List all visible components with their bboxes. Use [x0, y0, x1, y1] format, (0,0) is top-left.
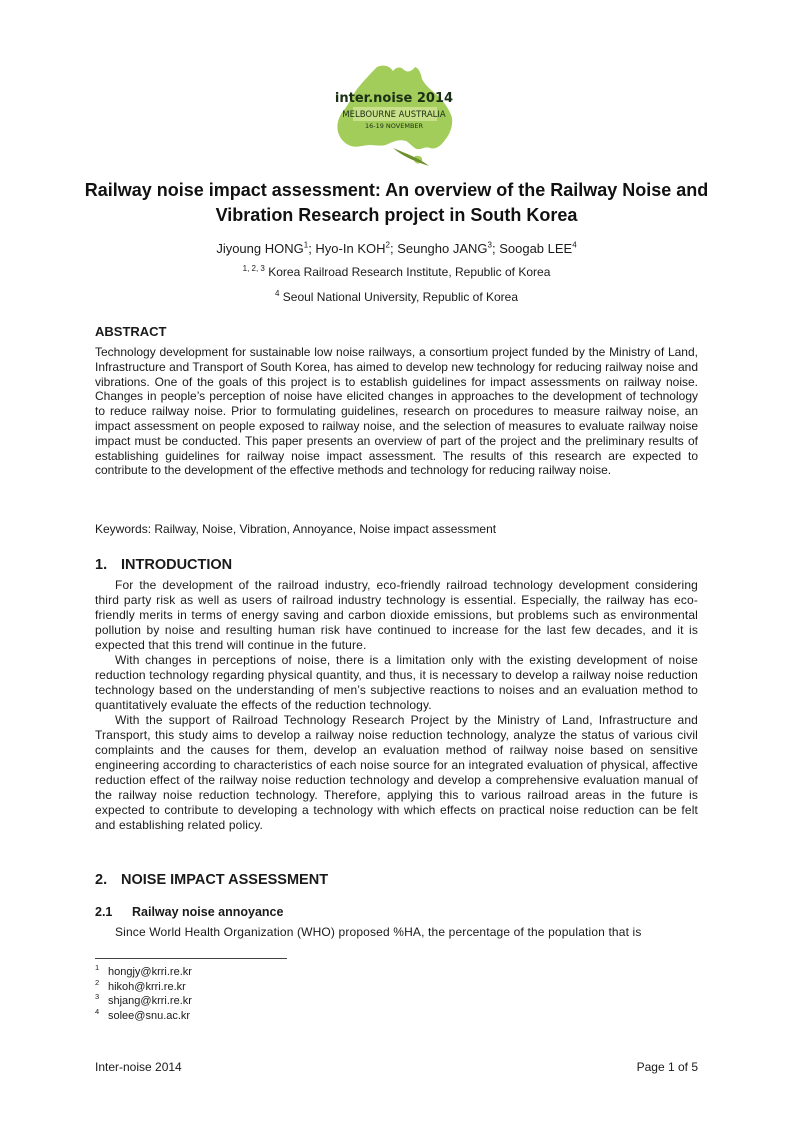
introduction-body: [95, 578, 698, 833]
author-name: Soogab LEE: [499, 241, 573, 256]
footnote-divider: [95, 958, 287, 959]
footer-conference-name: Inter-noise 2014: [95, 1060, 182, 1074]
logo-line-3: 16-19 NOVEMBER: [364, 122, 424, 130]
keywords: Keywords: Railway, Noise, Vibration, Annoyance, Noise impact assessment: [95, 522, 497, 536]
affiliation-sup: 1, 2, 3: [242, 264, 265, 273]
footnote-email: shjang@krri.re.kr: [108, 995, 192, 1007]
affiliation: [0, 290, 793, 304]
author-sup: 3: [487, 240, 492, 250]
footer-page-number: Page 1 of 5: [636, 1060, 698, 1074]
section-heading-noise-impact-assessment: [95, 871, 328, 889]
affiliation-text: Seoul National University, Republic of Korea: [282, 290, 519, 304]
footnotes: [95, 965, 192, 1023]
author-sup: 1: [303, 240, 309, 250]
australia-map-logo-icon: [333, 62, 458, 170]
section-heading-introduction: [95, 556, 232, 574]
subsection-heading-railway-noise-annoyance: [95, 905, 283, 920]
abstract-heading: ABSTRACT: [95, 324, 167, 339]
footnote-email: hongjy@krri.re.kr: [108, 966, 192, 978]
footnote-email: solee@snu.ac.kr: [108, 1009, 191, 1022]
author-sup: 4: [572, 240, 577, 250]
paragraph: With the support of Railroad Technology Research Project by the Ministry of Land, Infrastructure and Transport, this study aims to develop a railway noise reduction technology, analyze the status of various civil complaints and the causes for them, develop an evaluation method of railway noise based on sensitive engineering according to characteristics of each noise source for an integrated evaluation of physical, affective reduction effect of the railway noise reduction technology and develop a comprehensive evaluation manual of the railway noise reduction technology. Therefore, applying this to various railroad areas in the future is expected to contribute to developing a technology with which effects on practical noise reduction can be felt and establishing related policy.: [95, 713, 698, 832]
affiliation-sup: 4: [274, 289, 280, 298]
subsection-number: 2.1: [95, 905, 113, 919]
author-sup: 2: [385, 240, 390, 250]
boomerang-swoosh: [393, 148, 429, 166]
affiliation-text: Korea Railroad Research Institute, Republic of Korea: [268, 265, 551, 279]
section-number: 1.: [95, 557, 108, 573]
author-list: Jiyoung HONG$^1$; Hyo-In KOH$^2$; Seungho JANG$^3$; Soogab LEE$^4$: [216, 240, 577, 256]
paragraph: For the development of the railroad industry, eco-friendly railroad technology development considering third party risk as well as users of railroad industry technology is essential. Especially, the railway has eco-friendly merits in terms of energy saving and carbon dioxide emissions, but problems such as environmental pollution by noise and resulting human risk have continued to increase for the last few decades, and it is expected that this trend will continue in the future.: [95, 578, 698, 652]
paragraph: With changes in perceptions of noise, there is a limitation only with the existing development of noise reduction technology regarding physical quantity, and thus, it is necessary to develop a railway noise reduction technology based on the understanding of men’s subjective reactions to noises and an evaluation method to quantitatively evaluate the effects of the reduction technology.: [95, 653, 698, 712]
footnote-email: hikoh@krri.re.kr: [108, 980, 186, 993]
author-name: Hyo-In KOH: [315, 241, 386, 256]
section-title: NOISE IMPACT ASSESSMENT: [121, 872, 329, 888]
footnote-item: $^3$ shjang@krri.re.kr: [95, 992, 192, 1007]
affiliation: [0, 265, 793, 279]
section-number: 2.: [95, 872, 108, 888]
logo-line-2: MELBOURNE AUSTRALIA: [342, 110, 446, 120]
paper-title: Railway noise impact assessment: An overview of the Railway Noise and Vibration Research project in South Korea: [84, 180, 709, 225]
footnote-item: $^1$ hongjy@krri.re.kr: [95, 963, 192, 978]
section-title: INTRODUCTION: [121, 557, 233, 573]
abstract-text: Technology development for sustainable low noise railways, a consortium project funded by the Ministry of Land, Infrastructure and Transport of South Korea, has aimed to develop new technology for reducing railway noise and vibrations. One of the goals of this project is to establish guidelines for impact assessments on railway noise. Changes in people’s perception of noise have elicited changes in approaches to the development of technology to reduce railway noise. Prior to formulating guidelines, research on procedures to measure railway noise, an impact assessment on people exposed to railway noise, and the selection of measures to evaluate railway noise impact must be conducted. This paper presents an overview of part of the project and the preliminary results of establishing guidelines for railway noise impact assessment. The results of this research are expected to contribute to the development of the effective methods and technology for reducing railway noise.: [95, 345, 698, 478]
footnote-item: $^2$ hikoh@krri.re.kr: [95, 977, 186, 993]
subsection-text: Since World Health Organization (WHO) proposed %HA, the percentage of the population that is: [115, 925, 642, 939]
author-name: Jiyoung HONG: [216, 241, 304, 256]
logo-line-1: inter.noise 2014: [334, 91, 454, 106]
author-name: Seungho JANG: [397, 241, 488, 256]
footnote-item: $^4$ solee@snu.ac.kr: [95, 1006, 191, 1022]
subsection-title: Railway noise annoyance: [132, 905, 284, 919]
